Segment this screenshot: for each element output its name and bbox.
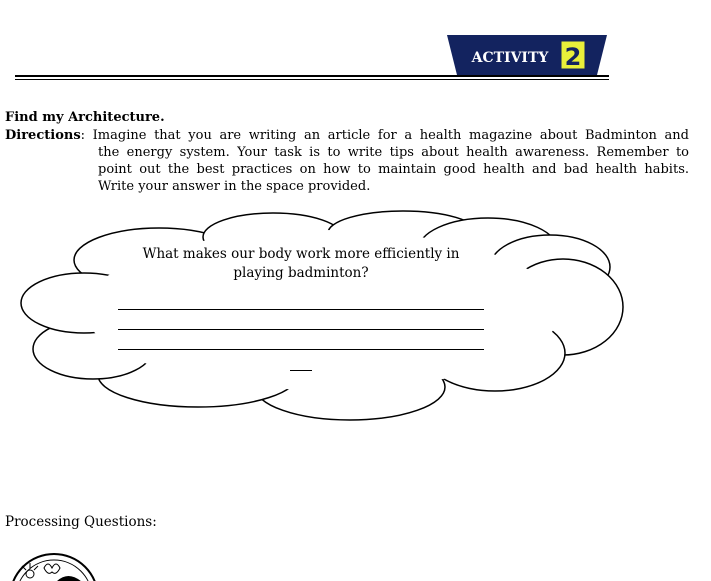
activity-banner-shape <box>447 35 609 77</box>
activity-number: 2 <box>564 43 582 71</box>
cloud-question <box>120 245 482 283</box>
directions-label: Directions <box>5 128 81 143</box>
directions-line-3: point out the best practices on how to maintain good health and bad health habits. <box>98 162 689 177</box>
activity-title: Find my Architecture. <box>5 110 165 125</box>
answer-line-4[interactable] <box>290 370 312 371</box>
answer-line-1[interactable] <box>118 309 484 310</box>
directions-block <box>5 127 689 195</box>
question-line-1: What makes our body work more efficiently in <box>142 246 460 262</box>
answer-line-3[interactable] <box>118 349 484 350</box>
header-rule <box>15 75 609 77</box>
activity-label: ACTIVITY <box>471 50 549 66</box>
header-rule-thin <box>15 79 609 80</box>
answer-line-2[interactable] <box>118 329 484 330</box>
thought-cloud <box>18 205 626 423</box>
emblem-icon <box>8 552 100 581</box>
activity-banner <box>447 35 609 77</box>
question-line-2: playing badminton? <box>233 265 369 281</box>
directions-line-4: Write your answer in the space provided. <box>98 179 371 194</box>
processing-questions-label: Processing Questions: <box>5 514 157 530</box>
directions-line-2: the energy system. Your task is to write tips about health awareness. Remember to <box>98 145 689 160</box>
directions-line-1: : Imagine that you are writing an article for a health magazine about Badminton and <box>80 128 689 143</box>
